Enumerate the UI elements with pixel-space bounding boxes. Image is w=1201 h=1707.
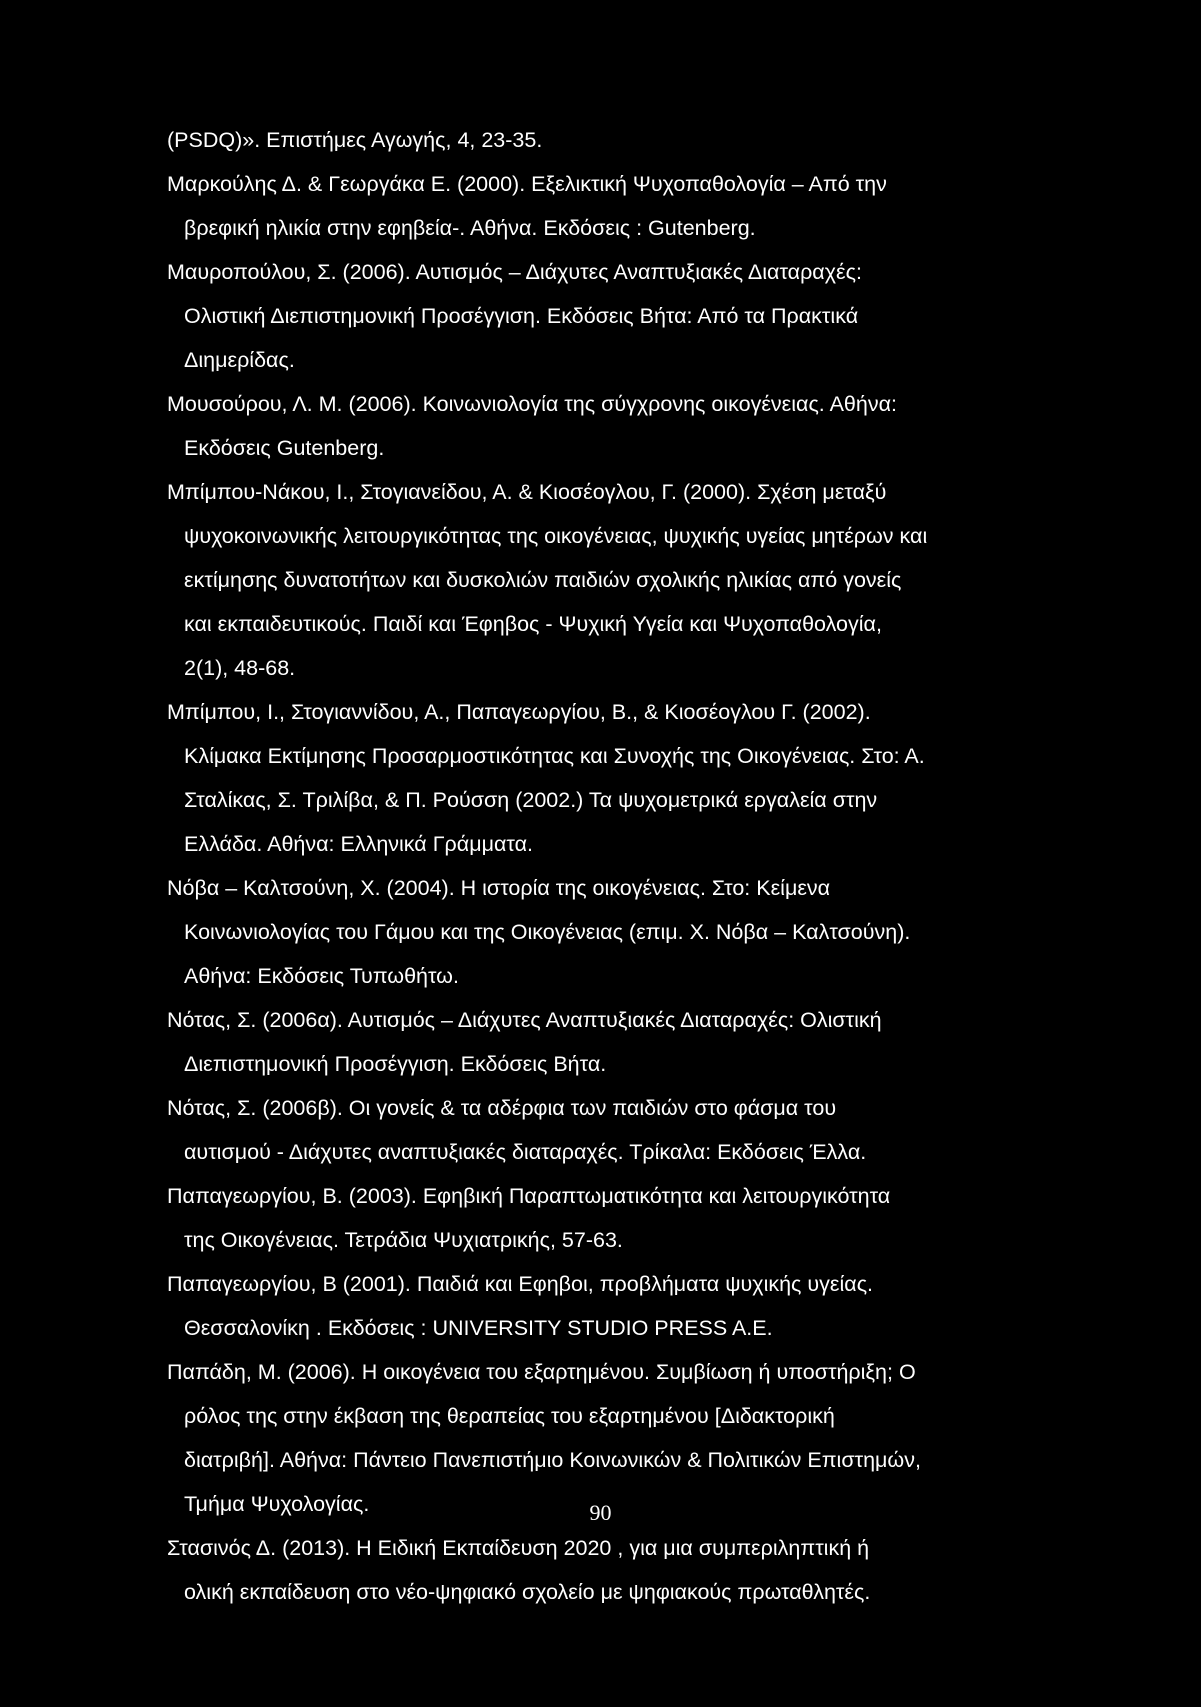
reference-line: Θεσσαλονίκη . Εκδόσεις : UNIVERSITY STUDIO PRESS A.E. (184, 1316, 773, 1340)
reference-line: Παπαγεωργίου, Β. (2003). Εφηβική Παραπτωματικότητα και λειτουργικότητα (167, 1184, 891, 1208)
reference-line: ρόλος της στην έκβαση της θεραπείας του εξαρτημένου [Διδακτορική (184, 1404, 835, 1428)
reference-line: Ελλάδα. Αθήνα: Ελληνικά Γράμματα. (184, 832, 533, 856)
reference-line: εκτίμησης δυνατοτήτων και δυσκολιών παιδιών σχολικής ηλικίας από γονείς (184, 568, 902, 592)
reference-line: Παπάδη, Μ. (2006). Η οικογένεια του εξαρτημένου. Συμβίωση ή υποστήριξη; Ο (167, 1360, 916, 1384)
reference-line: διατριβή]. Αθήνα: Πάντειο Πανεπιστήμιο Κοινωνικών & Πολιτικών Επιστημών, (184, 1448, 921, 1472)
reference-list (167, 118, 1053, 1614)
reference-line: αυτισμού - Διάχυτες αναπτυξιακές διαταραχές. Τρίκαλα: Εκδόσεις Έλλα. (184, 1140, 867, 1164)
reference-line: Μαυροπούλου, Σ. (2006). Αυτισμός – Διάχυτες Αναπτυξιακές Διαταραχές: (167, 260, 862, 284)
reference-line: Μουσούρου, Λ. Μ. (2006). Κοινωνιολογία της σύγχρονης οικογένειας. Αθήνα: (167, 392, 897, 416)
reference-line: και εκπαιδευτικούς. Παιδί και Έφηβος - Ψυχική Υγεία και Ψυχοπαθολογία, (184, 612, 882, 636)
reference-line: Αθήνα: Εκδόσεις Τυπωθήτω. (184, 964, 459, 988)
reference-line: Μπίμπου-Νάκου, Ι., Στογιανείδου, Α. & Κιοσέογλου, Γ. (2000). Σχέση μεταξύ (167, 480, 887, 504)
reference-line: βρεφική ηλικία στην εφηβεία-. Αθήνα. Εκδόσεις : Gutenberg. (184, 216, 756, 240)
reference-line: (PSDQ)». Επιστήμες Αγωγής, 4, 23-35. (167, 128, 543, 152)
reference-line: Μαρκούλης Δ. & Γεωργάκα Ε. (2000). Εξελικτική Ψυχοπαθολογία – Από την (167, 172, 887, 196)
reference-line: Διημερίδας. (184, 348, 295, 372)
reference-line: Στασινός Δ. (2013). Η Ειδική Εκπαίδευση 2020 , για μια συμπεριληπτική ή (167, 1536, 870, 1560)
reference-line: Μπίμπου, Ι., Στογιαννίδου, Α., Παπαγεωργίου, Β., & Κιοσέογλου Γ. (2002). (167, 700, 871, 724)
reference-line: Σταλίκας, Σ. Τριλίβα, & Π. Ρούσση (2002.) Τα ψυχομετρικά εργαλεία στην (184, 788, 878, 812)
reference-line: της Οικογένειας. Τετράδια Ψυχιατρικής, 57-63. (184, 1228, 623, 1252)
reference-line: Τμήμα Ψυχολογίας. (184, 1492, 370, 1516)
reference-line: Παπαγεωργίου, Β (2001). Παιδιά και Εφηβοι, προβλήματα ψυχικής υγείας. (167, 1272, 874, 1296)
reference-line: ψυχοκοινωνικής λειτουργικότητας της οικογένειας, ψυχικής υγείας μητέρων και (184, 524, 928, 548)
reference-line: Νόβα – Καλτσούνη, Χ. (2004). Η ιστορία της οικογένειας. Στο: Κείμενα (167, 876, 831, 900)
reference-line: Διεπιστημονική Προσέγγιση. Εκδόσεις Βήτα. (184, 1052, 607, 1076)
reference-line: Νότας, Σ. (2006α). Αυτισμός – Διάχυτες Αναπτυξιακές Διαταραχές: Ολιστική (167, 1008, 882, 1032)
reference-line: Κοινωνιολογίας του Γάμου και της Οικογένειας (επιμ. Χ. Νόβα – Καλτσούνη). (184, 920, 911, 944)
reference-line: 2(1), 48-68. (184, 656, 296, 680)
reference-line: Εκδόσεις Gutenberg. (184, 436, 385, 460)
page-number: 90 (589, 1500, 612, 1525)
reference-line: Κλίμακα Εκτίμησης Προσαρμοστικότητας και Συνοχής της Οικογένειας. Στο: Α. (184, 744, 925, 768)
reference-line: Νότας, Σ. (2006β). Οι γονείς & τα αδέρφια των παιδιών στο φάσμα του (167, 1096, 837, 1120)
reference-line: Ολιστική Διεπιστημονική Προσέγγιση. Εκδόσεις Βήτα: Από τα Πρακτικά (184, 304, 859, 328)
reference-line: ολική εκπαίδευση στο νέο-ψηφιακό σχολείο με ψηφιακούς πρωταθλητές. (184, 1580, 871, 1604)
